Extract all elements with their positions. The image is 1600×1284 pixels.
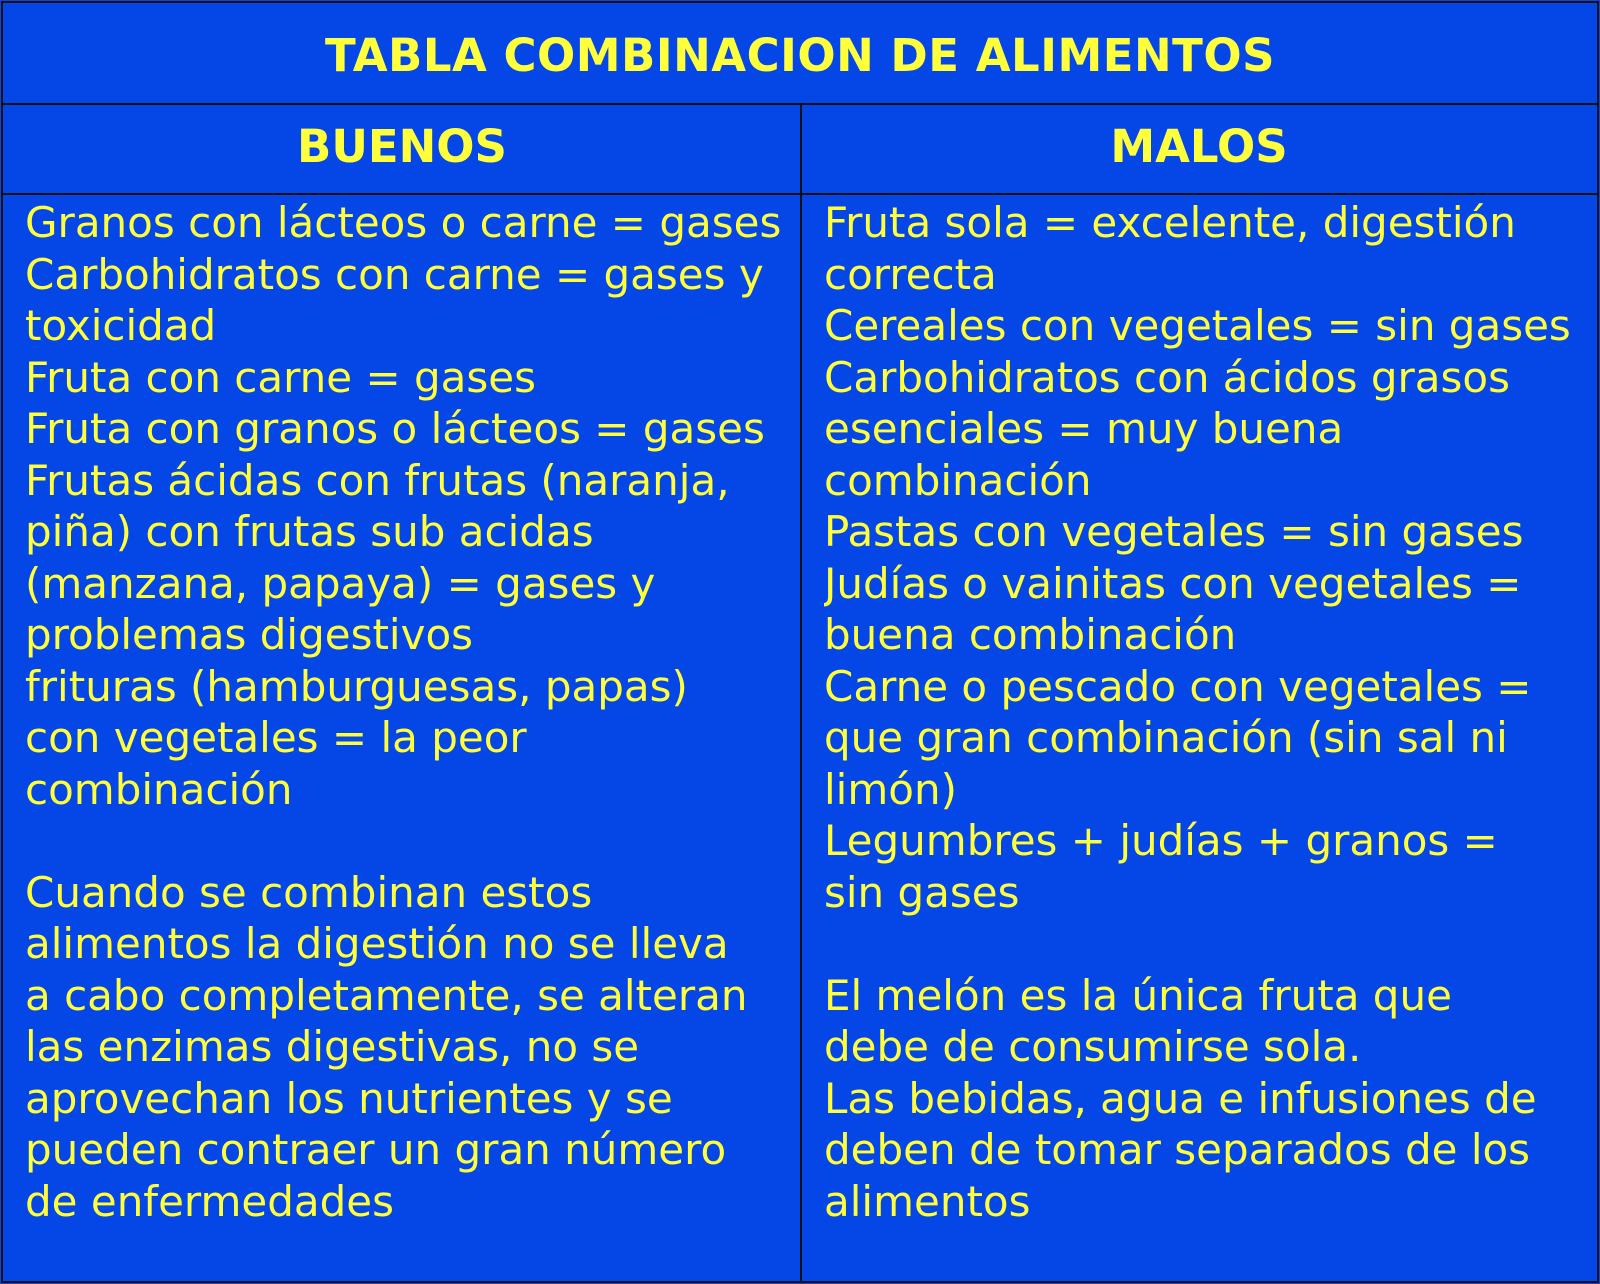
column-divider [800, 105, 802, 1283]
right-line: Fruta sola = excelente, digestión [824, 198, 1516, 247]
right-note-line: deben de tomar separados de los [824, 1125, 1531, 1174]
left-line: combinación [25, 764, 293, 814]
left-line: Fruta con granos o lácteos = gases [25, 404, 765, 453]
left-note-line: aprovechan los nutrientes y se [25, 1073, 673, 1123]
left-line: problemas digestivos [25, 610, 474, 659]
right-line: Cereales con vegetales = sin gases [824, 301, 1571, 350]
left-column-body [25, 197, 795, 1277]
table-title: TABLA COMBINACION DE ALIMENTOS [325, 28, 1275, 82]
right-line: Carne o pescado con vegetales = [824, 661, 1532, 711]
right-line: limón) [824, 764, 957, 814]
paragraph-gap [824, 918, 1594, 970]
right-line: combinación [824, 455, 1092, 505]
left-note-line: Cuando se combinan estos [25, 867, 593, 917]
right-line: esenciales = muy buena [824, 404, 1344, 453]
left-line: toxicidad [25, 301, 217, 350]
left-note-line: a cabo completamente, se alteran [25, 970, 748, 1020]
left-note-line: las enzimas digestivas, no se [25, 1022, 640, 1071]
title-row [3, 3, 1597, 105]
left-line: piña) con frutas sub acidas [25, 507, 594, 556]
right-line: sin gases [824, 867, 1020, 917]
left-line: Fruta con carne = gases [25, 352, 537, 402]
right-line: que gran combinación (sin sal ni [824, 713, 1508, 762]
right-note-line: El melón es la única fruta que [824, 970, 1452, 1020]
right-note-line: alimentos [824, 1176, 1031, 1226]
right-line: Carbohidratos con ácidos grasos [824, 352, 1511, 402]
food-combination-table [1, 1, 1599, 1283]
right-line: Judías o vainitas con vegetales = [824, 558, 1522, 608]
left-note-line: alimentos la digestión no se lleva [25, 919, 729, 968]
left-note-line: pueden contraer un gran número [25, 1125, 727, 1174]
right-column-body [824, 197, 1594, 1277]
left-line: Granos con lácteos o carne = gases [25, 198, 782, 247]
header-malos: MALOS [1110, 119, 1288, 173]
header-buenos: BUENOS [297, 119, 507, 173]
right-note-line: debe de consumirse sola. [824, 1022, 1362, 1071]
left-line: Frutas ácidas con frutas (naranja, [25, 455, 730, 505]
left-line: frituras (hamburguesas, papas) [25, 661, 688, 711]
left-line: Carbohidratos con carne = gases y [25, 249, 764, 299]
header-right-cell [801, 105, 1597, 195]
left-line: (manzana, papaya) = gases y [25, 558, 656, 608]
left-note-line: de enfermedades [25, 1176, 394, 1226]
header-left-cell [3, 105, 801, 195]
paragraph-gap [25, 815, 795, 867]
right-line: buena combinación [824, 610, 1237, 659]
right-line: correcta [824, 249, 997, 299]
right-line: Pastas con vegetales = sin gases [824, 507, 1524, 556]
right-line: Legumbres + judías + granos = [824, 816, 1498, 865]
left-line: con vegetales = la peor [25, 713, 527, 762]
right-note-line: Las bebidas, agua e infusiones de [824, 1073, 1537, 1123]
